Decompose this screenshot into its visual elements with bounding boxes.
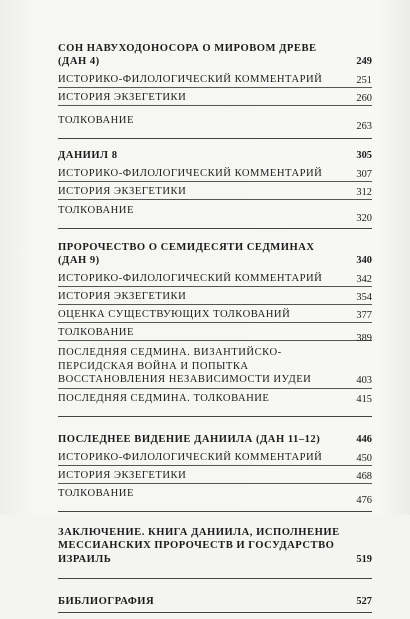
page-number: 249 xyxy=(356,56,372,67)
page-number: 527 xyxy=(356,596,372,607)
page-number: 260 xyxy=(356,93,372,104)
toc-entry xyxy=(58,73,372,88)
toc-entry xyxy=(58,346,372,389)
section-title-text: ДАНИИЛ 8 xyxy=(58,150,118,161)
page-number: 468 xyxy=(356,470,372,482)
toc-entry-label: ИСТОРИКО-ФИЛОЛОГИЧЕСКИЙ КОММЕНТАРИЙ xyxy=(58,451,323,463)
page-number: 519 xyxy=(356,553,372,565)
toc-entry-label: ТОЛКОВАНИЕ xyxy=(58,115,134,126)
toc-entry xyxy=(58,290,372,305)
section-title xyxy=(58,42,372,68)
section-title-text: ЗАКЛЮЧЕНИЕ. КНИГА ДАНИИЛА, ИСПОЛНЕНИЕ МЕССИАНСКИХ ПРОРОЧЕСТВ И ГОСУДАРСТВО ИЗРАИЛЬ xyxy=(58,526,340,565)
page-number: 307 xyxy=(356,169,372,180)
page-number: 403 xyxy=(356,375,372,386)
toc-section xyxy=(58,241,372,417)
toc-entry xyxy=(58,185,372,200)
toc-entry-label: ИСТОРИКО-ФИЛОЛОГИЧЕСКИЙ КОММЕНТАРИЙ xyxy=(58,273,323,284)
section-title-text: ПОСЛЕДНЕЕ ВИДЕНИЕ ДАНИИЛА (ДАН 11–12) xyxy=(58,433,321,445)
section-title xyxy=(58,595,372,608)
section-title-text: БИБЛИОГРАФИЯ xyxy=(58,596,155,607)
toc-entry-label: ПОСЛЕДНЯЯ СЕДМИНА. ТОЛКОВАНИЕ xyxy=(58,392,270,404)
toc-entry xyxy=(58,272,372,287)
table-of-contents xyxy=(58,42,372,619)
page-number: 342 xyxy=(356,274,372,285)
page-number: 263 xyxy=(356,121,372,132)
toc-entry-label: ИСТОРИЯ ЭКЗЕГЕТИКИ xyxy=(58,92,187,103)
page-number: 340 xyxy=(356,255,372,266)
toc-entry-label: ПОСЛЕДНЯЯ СЕДМИНА. ВИЗАНТИЙСКО-ПЕРСИДСКАЯ ВОЙНА И ПОПЫТКА ВОССТАНОВЛЕНИЯ НЕЗАВИСИМОСТИ ИУДЕИ xyxy=(58,347,312,385)
toc-section xyxy=(58,149,372,229)
toc-entry-label: ТОЛКОВАНИЕ xyxy=(58,487,134,499)
toc-entry xyxy=(58,392,372,406)
section-title xyxy=(58,241,372,267)
toc-entry-label: ИСТОРИКО-ФИЛОЛОГИЧЕСКИЙ КОММЕНТАРИЙ xyxy=(58,168,323,179)
toc-entry xyxy=(58,114,372,132)
page-number: 446 xyxy=(356,433,372,445)
toc-section xyxy=(58,595,372,613)
toc-entry xyxy=(58,326,372,344)
section-title-text: СОН НАВУХОДОНОСОРА О МИРОВОМ ДРЕВЕ (ДАН 4) xyxy=(58,43,317,67)
toc-section xyxy=(58,526,372,580)
toc-entry-label: ТОЛКОВАНИЕ xyxy=(58,205,134,216)
toc-section xyxy=(58,42,372,139)
section-title-text: ПРОРОЧЕСТВО О СЕМИДЕСЯТИ СЕДМИНАХ (ДАН 9) xyxy=(58,242,315,266)
page-number: 415 xyxy=(356,393,372,405)
page-number: 476 xyxy=(356,494,372,506)
toc-entry-label: ИСТОРИЯ ЭКЗЕГЕТИКИ xyxy=(58,291,187,302)
toc-entry-label: ТОЛКОВАНИЕ xyxy=(58,327,134,338)
toc-entry-label: ИСТОРИЯ ЭКЗЕГЕТИКИ xyxy=(58,469,187,481)
toc-entry-label: ИСТОРИЯ ЭКЗЕГЕТИКИ xyxy=(58,186,187,197)
toc-entry xyxy=(58,451,372,466)
page-number: 450 xyxy=(356,452,372,464)
toc-entry xyxy=(58,204,372,224)
page-number: 377 xyxy=(356,310,372,321)
page-number: 320 xyxy=(356,213,372,224)
toc-section xyxy=(58,433,372,512)
toc-entry-label: ОЦЕНКА СУЩЕСТВУЮЩИХ ТОЛКОВАНИЙ xyxy=(58,309,291,320)
toc-entry xyxy=(58,469,372,484)
page-number: 312 xyxy=(356,187,372,198)
section-title xyxy=(58,149,372,162)
toc-entry xyxy=(58,167,372,182)
toc-entry xyxy=(58,487,372,506)
section-title xyxy=(58,433,372,446)
page-number: 305 xyxy=(356,150,372,161)
page-number: 389 xyxy=(356,333,372,344)
section-title xyxy=(58,526,372,567)
toc-entry xyxy=(58,308,372,323)
page-number: 251 xyxy=(356,75,372,86)
page-number: 354 xyxy=(356,292,372,303)
toc-entry-label: ИСТОРИКО-ФИЛОЛОГИЧЕСКИЙ КОММЕНТАРИЙ xyxy=(58,74,323,85)
toc-entry xyxy=(58,91,372,106)
